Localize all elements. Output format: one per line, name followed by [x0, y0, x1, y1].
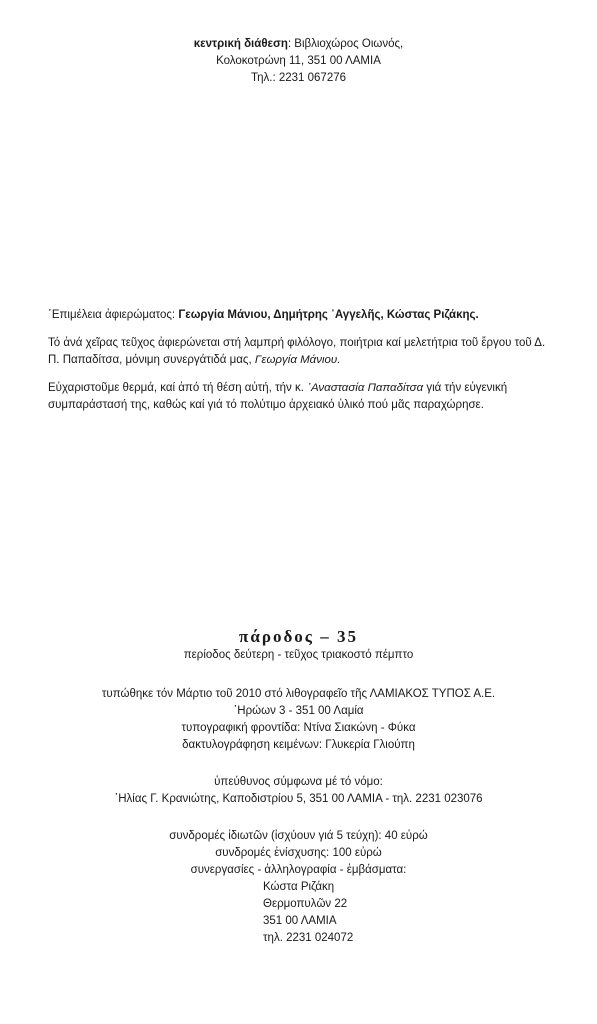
contact-line: 351 00 ΛΑΜΙΑ	[263, 915, 337, 927]
contact-line: τηλ. 2231 024072	[263, 932, 354, 944]
colophon-header	[0, 627, 597, 664]
subscriptions-block	[0, 828, 597, 879]
typing-credit: δακτυλογράφηση κειμένων: Γλυκερία Γλιούπη	[182, 739, 415, 751]
contact-label: συνεργασίες - ἀλληλογραφία - ἐμβάσματα:	[190, 864, 407, 876]
dedication-paragraph	[48, 335, 558, 369]
contact-line: Κώστα Ριζάκη	[263, 881, 335, 893]
credits-block	[48, 307, 558, 425]
contact-address	[263, 879, 353, 947]
distribution-line-1: κεντρική διάθεση: Βιβλιοχώρος Οιωνός,	[193, 38, 404, 50]
editing-paragraph	[48, 307, 558, 324]
journal-title: πάροδος – 35	[239, 627, 358, 646]
thanks-name: ᾿Αναστασία Παπαδίτσα	[307, 382, 424, 394]
distribution-phone: Τηλ.: 2231 067276	[250, 72, 347, 84]
distribution-address: Κολοκοτρώνη 11, 351 00 ΛΑΜΙΑ	[216, 55, 381, 67]
thanks-end: γιά τήν εὐγενική συμπαράστασή της, καθώς καί γιά τό πολύτιμο ἀρχειακό ὑλικό πού μᾶς παραχώρησε.	[48, 382, 508, 411]
distribution-block	[0, 36, 597, 87]
responsible-person: ᾿Ηλίας Γ. Κρανιώτης, Καποδιστρίου 5, 351 00 ΛΑΜΙΑ - τηλ. 2231 023076	[114, 793, 483, 805]
printing-block	[0, 686, 597, 754]
subscription-private: συνδρομές ἰδιωτῶν (ἰσχύουν γιά 5 τεύχη): 40 εὐρώ	[169, 830, 428, 842]
editing-label: ῾Επιμέλεια ἀφιερώματος:	[48, 309, 176, 321]
journal-subtitle: περίοδος δεύτερη - τεῦχος τριακοστό πέμπτο	[183, 649, 414, 661]
subscription-support: συνδρομές ἐνίσχυσης: 100 εὐρώ	[215, 847, 382, 859]
thanks-paragraph	[48, 380, 558, 414]
typography-credit: τυπογραφική φροντίδα: Ντίνα Σιακώνη - Φύκα	[181, 722, 416, 734]
contact-line: Θερμοπυλῶν 22	[263, 898, 348, 910]
editors-names: Γεωργία Μάνιου, Δημήτρης ῾Αγγελῆς, Κώστας Ριζάκης.	[178, 309, 479, 321]
distribution-label: κεντρική διάθεση	[193, 38, 288, 50]
dedication-name: Γεωργία Μάνιου.	[254, 354, 341, 366]
responsible-label: ὑπεύθυνος σύμφωνα μέ τό νόμο:	[214, 776, 383, 788]
printer-address: ῾Ηρώων 3 - 351 00 Λαμία	[233, 705, 364, 717]
distributor-name: Βιβλιοχώρος Οιωνός,	[294, 38, 404, 50]
dedication-text: Τό ἀνά χεῖρας τεῦχος ἀφιερώνεται στή λαμπρή φιλόλογο, ποιήτρια καί μελετήτρια τοῦ ἔργου τοῦ Δ. Π. Παπαδίτσα, μόνιμη συνεργάτιδά μας,	[48, 337, 546, 366]
printed-line: τυπώθηκε τόν Μάρτιο τοῦ 2010 στό λιθογραφεῖο τῆς ΛΑΜΙΑΚΟΣ ΤΥΠΟΣ Α.Ε.	[101, 688, 496, 700]
responsible-block	[0, 774, 597, 808]
thanks-start: Εὐχαριστοῦμε θερμά, καί ἀπό τή θέση αὐτή, τήν κ.	[48, 382, 304, 394]
